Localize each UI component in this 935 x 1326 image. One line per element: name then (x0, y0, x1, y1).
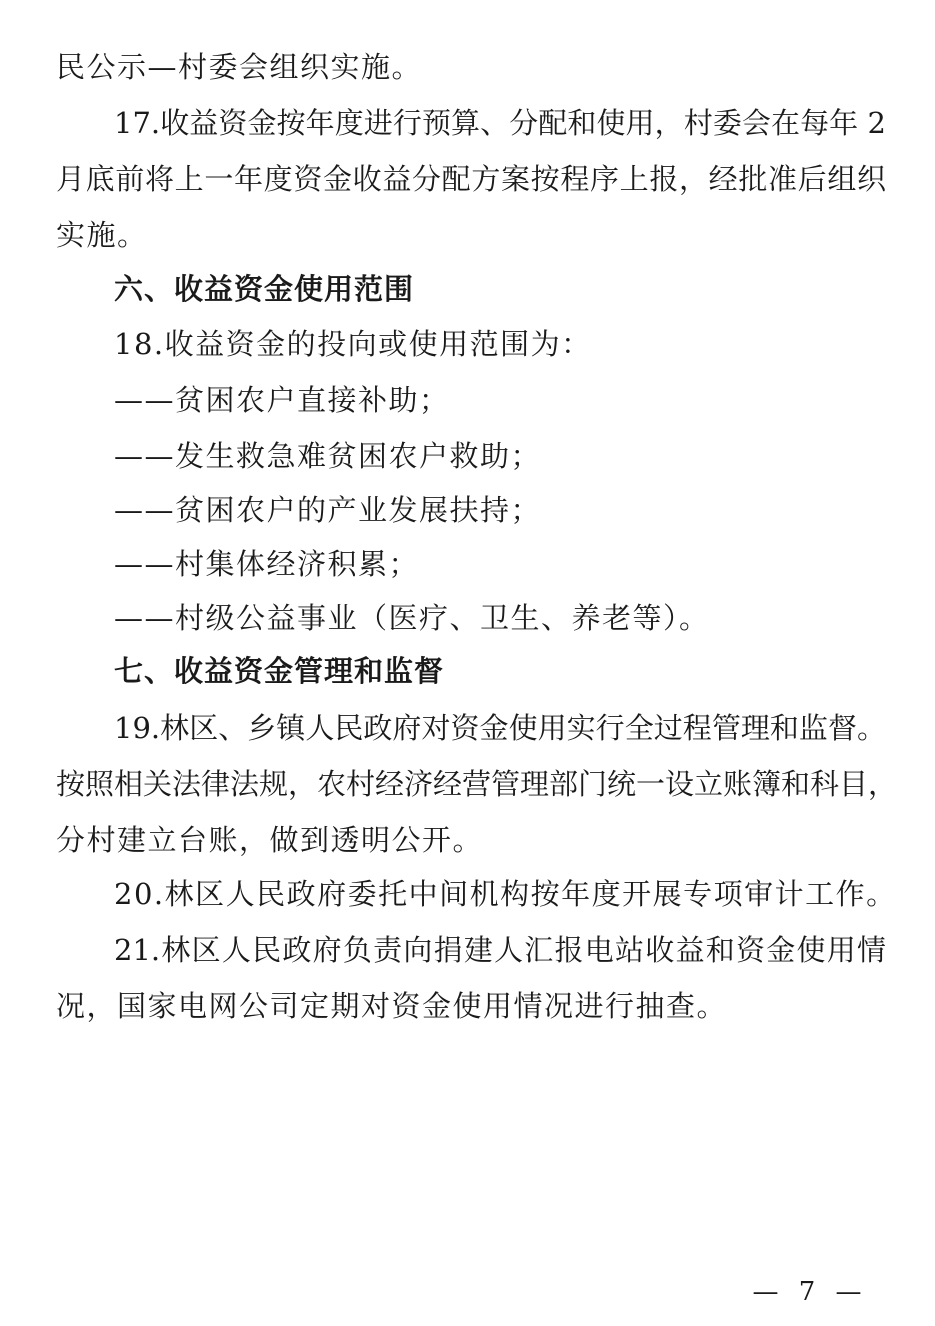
text-line: 民公示—村委会组织实施。 (56, 50, 423, 84)
section-heading-6: 六、收益资金使用范围 (114, 272, 415, 306)
list-item: ——村级公益事业（医疗、卫生、养老等）。 (114, 601, 710, 635)
paragraph-21-line-1: 21.林区人民政府负责向捐建人汇报电站收益和资金使用情 (114, 933, 886, 967)
paragraph-17-line-2: 月底前将上一年度资金收益分配方案按程序上报，经批准后组织 (56, 162, 886, 196)
section-heading-7: 七、收益资金管理和监督 (114, 654, 445, 688)
paragraph-21-line-2: 况，国家电网公司定期对资金使用情况进行抽查。 (56, 989, 728, 1023)
paragraph-17-line-1: 17.收益资金按年度进行预算、分配和使用，村委会在每年 2 (114, 106, 886, 140)
list-item: ——贫困农户的产业发展扶持； (114, 493, 542, 527)
paragraph-19-line-1: 19.林区、乡镇人民政府对资金使用实行全过程管理和监督。 (114, 711, 886, 745)
list-item: ——发生救急难贫困农户救助； (114, 439, 542, 473)
paragraph-17-line-3: 实施。 (56, 218, 148, 252)
paragraph-19-line-3: 分村建立台账，做到透明公开。 (56, 823, 484, 857)
list-item: ——村集体经济积累； (114, 547, 420, 581)
paragraph-20: 20.林区人民政府委托中间机构按年度开展专项审计工作。 (114, 877, 897, 911)
paragraph-18: 18.收益资金的投向或使用范围为： (114, 327, 592, 361)
paragraph-19-line-2: 按照相关法律法规，农村经济经营管理部门统一设立账簿和科目， (56, 767, 898, 801)
page-number: — 7 — (752, 1277, 868, 1307)
list-item: ——贫困农户直接补助； (114, 383, 450, 417)
